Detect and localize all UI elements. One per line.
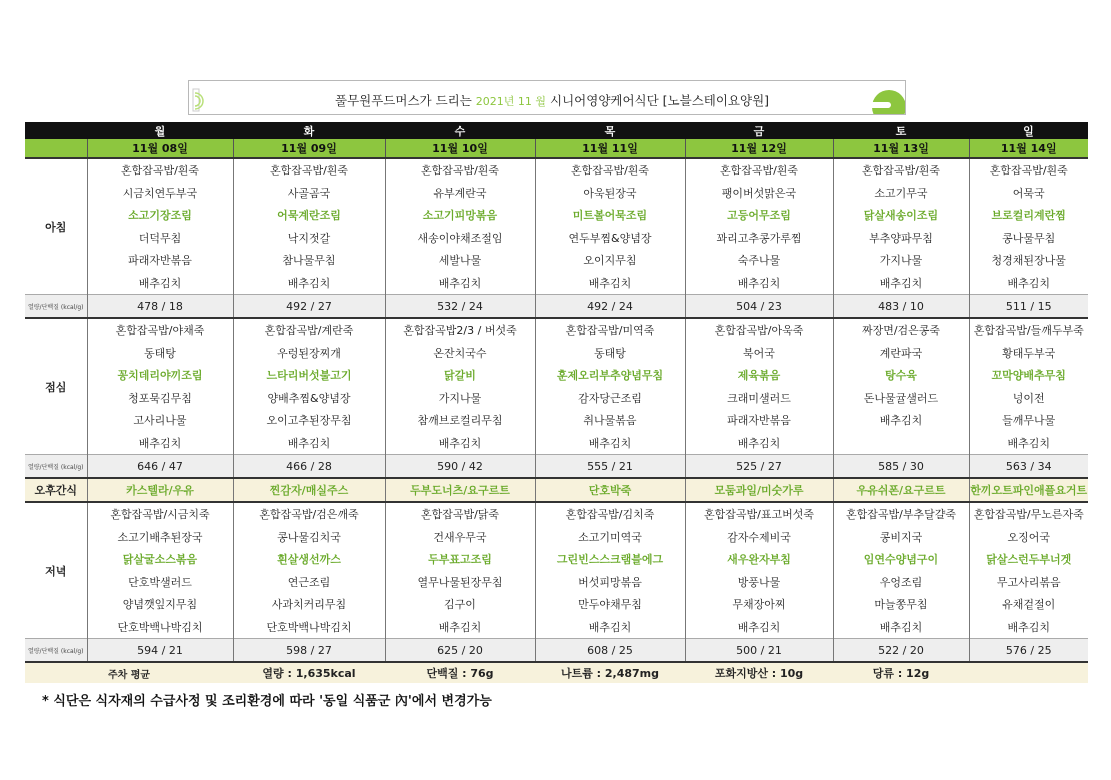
menu-item: 마늘쫑무침: [833, 593, 969, 616]
date-header: 11월 14일: [969, 139, 1088, 158]
menu-item: 배추김치: [233, 432, 385, 455]
menu-item: 단호박백나박김치: [233, 616, 385, 639]
menu-item: 배추김치: [385, 616, 535, 639]
menu-item: 취나물볶음: [535, 409, 685, 432]
lunch-item-row: [25, 364, 1088, 387]
menu-item: 방풍나물: [685, 571, 833, 594]
nutrition-value: 478 / 18: [87, 295, 233, 319]
calories-summary: 열량 : 1,635kcal: [233, 662, 385, 683]
menu-item: 새송이야채조절임: [385, 227, 535, 250]
day-header: 금: [685, 122, 833, 139]
menu-item: 참나물무침: [233, 249, 385, 272]
snack-row: [25, 478, 1088, 502]
date-header: 11월 10일: [385, 139, 535, 158]
breakfast-item-row: [25, 249, 1088, 272]
menu-item: 배추김치: [385, 432, 535, 455]
menu-item: 배추김치: [969, 272, 1088, 295]
menu-item: 혼합잡곡밥/들깨두부죽: [969, 318, 1088, 342]
menu-item: 소고기피망볶음: [385, 204, 535, 227]
nutrition-value: 576 / 25: [969, 639, 1088, 663]
nutrition-value: 500 / 21: [685, 639, 833, 663]
dinner-item-row: [25, 616, 1088, 639]
menu-item: 넝이전: [969, 387, 1088, 410]
day-header: 월: [87, 122, 233, 139]
header-banner: [188, 80, 906, 115]
menu-item: 크래미샐러드: [685, 387, 833, 410]
dinner-item-row: [25, 593, 1088, 616]
nutrition-value: 608 / 25: [535, 639, 685, 663]
weekly-average-row: [25, 662, 1088, 683]
menu-item: 혼합잡곡밥/흰죽: [535, 158, 685, 182]
lunch-item-row: [25, 409, 1088, 432]
day-header: 토: [833, 122, 969, 139]
menu-item: 유채겉절이: [969, 593, 1088, 616]
menu-item: 혼합잡곡밥/시금치죽: [87, 502, 233, 526]
menu-item: 배추김치: [535, 272, 685, 295]
snack-item: 모둠과일/미숫가루: [685, 478, 833, 502]
menu-item: 배추김치: [87, 272, 233, 295]
day-header: 일: [969, 122, 1088, 139]
menu-item: 감자당근조림: [535, 387, 685, 410]
menu-item: 혼합잡곡밥/닭죽: [385, 502, 535, 526]
menu-item: 오이고추된장무침: [233, 409, 385, 432]
menu-item: 소고기장조림: [87, 204, 233, 227]
nutrition-value: 525 / 27: [685, 455, 833, 479]
menu-item: 무채장아찌: [685, 593, 833, 616]
menu-item: 파래자반볶음: [87, 249, 233, 272]
menu-item: 배추김치: [685, 272, 833, 295]
dinner-label: 저녁: [25, 502, 87, 639]
summary-blank: [969, 662, 1088, 683]
menu-item: 그린빈스스크램블에그: [535, 548, 685, 571]
nutrition-value: 590 / 42: [385, 455, 535, 479]
menu-item: 배추김치: [685, 432, 833, 455]
menu-item: 북어국: [685, 342, 833, 365]
menu-item: 가지나물: [385, 387, 535, 410]
lunch-label: 점심: [25, 318, 87, 455]
menu-item: 배추김치: [385, 272, 535, 295]
menu-item: 고사리나물: [87, 409, 233, 432]
header-title-prefix: 풀무원푸드머스가 드리는: [335, 93, 472, 108]
menu-item: 어묵국: [969, 182, 1088, 205]
menu-item: 온잔치국수: [385, 342, 535, 365]
menu-item: 열무나물된장무침: [385, 571, 535, 594]
menu-item: 파래자반볶음: [685, 409, 833, 432]
menu-item: 계란파국: [833, 342, 969, 365]
snack-item: 두부도너츠/요구르트: [385, 478, 535, 502]
menu-item: 배추김치: [969, 616, 1088, 639]
breakfast-item-row: [25, 272, 1088, 295]
nutrition-value: 492 / 27: [233, 295, 385, 319]
nutrition-value: 532 / 24: [385, 295, 535, 319]
menu-item: 더덕무침: [87, 227, 233, 250]
menu-item: 배추김치: [233, 272, 385, 295]
menu-item: 사과치커리무침: [233, 593, 385, 616]
menu-item: 낙지젓갈: [233, 227, 385, 250]
menu-item: 들깨무나물: [969, 409, 1088, 432]
menu-item: 배추김치: [535, 432, 685, 455]
menu-item: 양념깻잎지무침: [87, 593, 233, 616]
header-year-month: 2021년 11 월: [475, 95, 547, 108]
nutrition-value: 598 / 27: [233, 639, 385, 663]
menu-item: 꼬막양배추무침: [969, 364, 1088, 387]
lunch-item-row: [25, 387, 1088, 410]
menu-item: 버섯피망볶음: [535, 571, 685, 594]
menu-item: 가지나물: [833, 249, 969, 272]
menu-item: 짜장면/검은콩죽: [833, 318, 969, 342]
menu-item: 배추김치: [833, 409, 969, 432]
breakfast-item-row: [25, 182, 1088, 205]
menu-item: 연두부찜&양념장: [535, 227, 685, 250]
menu-item: 혼합잡곡밥/아욱죽: [685, 318, 833, 342]
menu-item: 아욱된장국: [535, 182, 685, 205]
menu-item: 미트볼어묵조림: [535, 204, 685, 227]
nutrition-value: 466 / 28: [233, 455, 385, 479]
nutrition-value: 492 / 24: [535, 295, 685, 319]
nutrition-label: 열량/단백질 (kcal/g): [25, 295, 87, 319]
nutrition-value: 646 / 47: [87, 455, 233, 479]
nutrition-value: 511 / 15: [969, 295, 1088, 319]
date-header-row: [25, 139, 1088, 158]
menu-item: 소고기미역국: [535, 526, 685, 549]
snack-item: 한끼오트파인애플요거트: [969, 478, 1088, 502]
menu-item: 숙주나물: [685, 249, 833, 272]
breakfast-nutrition-row: [25, 295, 1088, 319]
weekly-menu-table: [25, 122, 1088, 683]
nutrition-value: 504 / 23: [685, 295, 833, 319]
menu-item: 콩비지국: [833, 526, 969, 549]
menu-item: 혼합잡곡밥/김치죽: [535, 502, 685, 526]
menu-item: [833, 432, 969, 455]
nutrition-value: 585 / 30: [833, 455, 969, 479]
date-header-corner: [25, 139, 87, 158]
menu-change-note: * 식단은 식자재의 수급사정 및 조리환경에 따라 '동일 식품군 內'에서 변경가능: [42, 694, 492, 709]
nutrition-label: 열량/단백질 (kcal/g): [25, 639, 87, 663]
breakfast-item-row: [25, 204, 1088, 227]
menu-item: 청경채된장나물: [969, 249, 1088, 272]
day-header-row: [25, 122, 1088, 139]
menu-item: 혼합잡곡밥2/3 / 버섯죽: [385, 318, 535, 342]
menu-item: 유부계란국: [385, 182, 535, 205]
menu-item: 혼합잡곡밥/무노른자죽: [969, 502, 1088, 526]
menu-item: 단호박샐러드: [87, 571, 233, 594]
breakfast-item-row: [25, 227, 1088, 250]
dinner-item-row: [25, 548, 1088, 571]
nutrition-label: 열량/단백질 (kcal/g): [25, 455, 87, 479]
menu-item: 배추김치: [535, 616, 685, 639]
nutrition-value: 563 / 34: [969, 455, 1088, 479]
menu-item: 꽁치데리야끼조림: [87, 364, 233, 387]
menu-item: 건새우무국: [385, 526, 535, 549]
menu-item: 흰살생선까스: [233, 548, 385, 571]
menu-item: 탕수육: [833, 364, 969, 387]
menu-item: 무고사리볶음: [969, 571, 1088, 594]
weekly-average-label: 주차 평균: [25, 662, 233, 683]
menu-item: 소고기무국: [833, 182, 969, 205]
menu-body: [25, 158, 1088, 683]
menu-item: 황태두부국: [969, 342, 1088, 365]
menu-item: 꽈리고추콩가루찜: [685, 227, 833, 250]
menu-item: 배추김치: [833, 616, 969, 639]
breakfast-item-row: [25, 158, 1088, 182]
menu-item: 배추김치: [87, 432, 233, 455]
menu-item: 김구이: [385, 593, 535, 616]
menu-item: 혼합잡곡밥/미역죽: [535, 318, 685, 342]
menu-item: 소고기배추된장국: [87, 526, 233, 549]
snack-label: 오후간식: [25, 478, 87, 502]
menu-item: 닭살새송이조림: [833, 204, 969, 227]
snack-item: 카스텔라/우유: [87, 478, 233, 502]
menu-item: 참깨브로컬리무침: [385, 409, 535, 432]
day-header: 수: [385, 122, 535, 139]
menu-item: 청포묵김무침: [87, 387, 233, 410]
dinner-item-row: [25, 502, 1088, 526]
menu-item: 오징어국: [969, 526, 1088, 549]
menu-item: 혼합잡곡밥/부추달걀죽: [833, 502, 969, 526]
menu-item: 임연수양념구이: [833, 548, 969, 571]
nutrition-value: 625 / 20: [385, 639, 535, 663]
menu-item: 콩나물무침: [969, 227, 1088, 250]
date-header: 11월 11일: [535, 139, 685, 158]
menu-item: 두부표고조림: [385, 548, 535, 571]
header-title: [335, 91, 769, 109]
company-logo-left: [189, 81, 279, 115]
menu-item: 혼합잡곡밥/야채죽: [87, 318, 233, 342]
menu-item: 혼합잡곡밥/검은깨죽: [233, 502, 385, 526]
menu-item: 시금치연두부국: [87, 182, 233, 205]
menu-item: 혼합잡곡밥/흰죽: [385, 158, 535, 182]
menu-item: 동태탕: [535, 342, 685, 365]
menu-item: 브로컬리계란찜: [969, 204, 1088, 227]
day-header: 화: [233, 122, 385, 139]
menu-item: 혼합잡곡밥/표고버섯죽: [685, 502, 833, 526]
header-title-suffix: 시니어영양케어식단 [노블스테이요양원]: [550, 93, 770, 108]
lunch-item-row: [25, 318, 1088, 342]
menu-item: 우렁된장찌개: [233, 342, 385, 365]
menu-item: 우엉조림: [833, 571, 969, 594]
menu-item: 닭살굴소스볶음: [87, 548, 233, 571]
menu-item: 감자수제비국: [685, 526, 833, 549]
menu-item: 콩나물김치국: [233, 526, 385, 549]
nutrition-value: 522 / 20: [833, 639, 969, 663]
nutrition-value: 594 / 21: [87, 639, 233, 663]
menu-item: 돈나물귤샐러드: [833, 387, 969, 410]
day-header-corner: [25, 122, 87, 139]
nutrition-value: 555 / 21: [535, 455, 685, 479]
dinner-item-row: [25, 571, 1088, 594]
menu-item: 배추김치: [969, 432, 1088, 455]
sodium-summary: 나트륨 : 2,487mg: [535, 662, 685, 683]
menu-item: 단호박백나박김치: [87, 616, 233, 639]
menu-item: 혼합잡곡밥/흰죽: [233, 158, 385, 182]
company-logo-right: [865, 81, 905, 115]
date-header: 11월 08일: [87, 139, 233, 158]
menu-item: 혼합잡곡밥/흰죽: [87, 158, 233, 182]
lunch-item-row: [25, 342, 1088, 365]
lunch-item-row: [25, 432, 1088, 455]
lunch-nutrition-row: [25, 455, 1088, 479]
menu-item: 훈제오리부추양념무침: [535, 364, 685, 387]
menu-item: 제육볶음: [685, 364, 833, 387]
menu-item: 어묵계란조림: [233, 204, 385, 227]
menu-item: 만두야채무침: [535, 593, 685, 616]
menu-item: 닭살스런두부너겟: [969, 548, 1088, 571]
menu-item: 혼합잡곡밥/흰죽: [969, 158, 1088, 182]
dinner-item-row: [25, 526, 1088, 549]
dinner-nutrition-row: [25, 639, 1088, 663]
menu-item: 팽이버섯맑은국: [685, 182, 833, 205]
menu-item: 새우완자부침: [685, 548, 833, 571]
protein-summary: 단백질 : 76g: [385, 662, 535, 683]
menu-item: 오이지무침: [535, 249, 685, 272]
nutrition-value: 483 / 10: [833, 295, 969, 319]
day-header: 목: [535, 122, 685, 139]
menu-item: 느타리버섯불고기: [233, 364, 385, 387]
menu-item: 배추김치: [833, 272, 969, 295]
menu-item: 양배추찜&양념장: [233, 387, 385, 410]
snack-item: 우유쉬폰/요구르트: [833, 478, 969, 502]
menu-item: 배추김치: [685, 616, 833, 639]
menu-item: 고등어무조림: [685, 204, 833, 227]
snack-item: 찐감자/매실주스: [233, 478, 385, 502]
menu-item: 동태탕: [87, 342, 233, 365]
menu-item: 닭갈비: [385, 364, 535, 387]
date-header: 11월 12일: [685, 139, 833, 158]
menu-item: 혼합잡곡밥/흰죽: [685, 158, 833, 182]
snack-item: 단호박죽: [535, 478, 685, 502]
menu-item: 연근조림: [233, 571, 385, 594]
menu-item: 부추양파무침: [833, 227, 969, 250]
menu-item: 세발나물: [385, 249, 535, 272]
date-header: 11월 13일: [833, 139, 969, 158]
menu-item: 혼합잡곡밥/계란죽: [233, 318, 385, 342]
date-header: 11월 09일: [233, 139, 385, 158]
saturated-fat-summary: 포화지방산 : 10g: [685, 662, 833, 683]
breakfast-label: 아침: [25, 158, 87, 295]
sugar-summary: 당류 : 12g: [833, 662, 969, 683]
menu-item: 혼합잡곡밥/흰죽: [833, 158, 969, 182]
menu-item: 사골곰국: [233, 182, 385, 205]
